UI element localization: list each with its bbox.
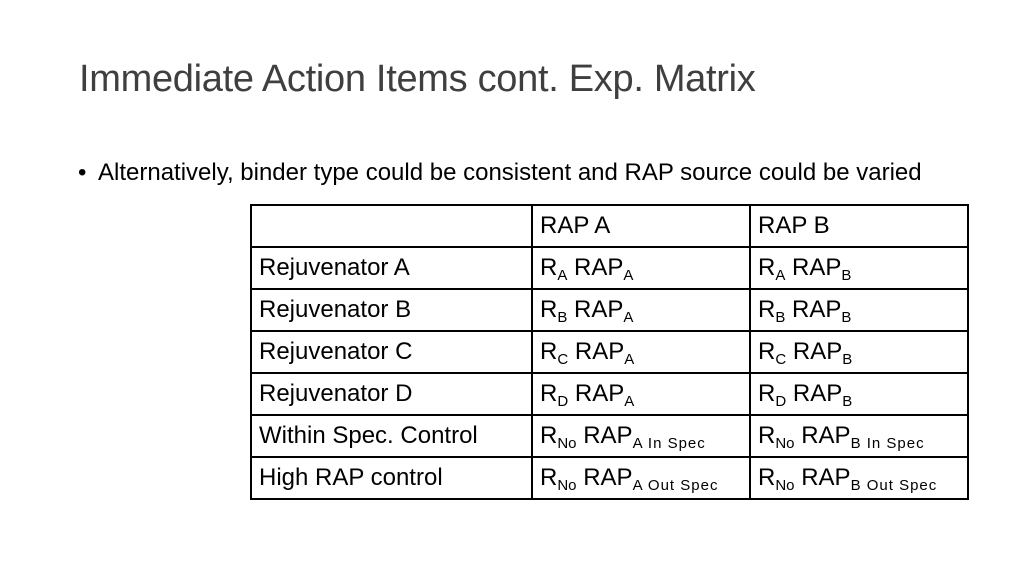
rap-subscript: B	[842, 393, 853, 410]
cell-rap-a	[532, 373, 750, 415]
rap-symbol: RAP	[583, 464, 633, 491]
rap-symbol: RAP	[574, 254, 624, 281]
row-label: Rejuvenator C	[251, 331, 532, 373]
rap-symbol: RAP	[792, 380, 843, 407]
rap-subscript: A Out Spec	[632, 477, 719, 494]
header-cell-rap-b: RAP B	[750, 205, 968, 247]
cell-rap-b	[750, 415, 968, 457]
table-row	[251, 415, 968, 457]
slide-title: Immediate Action Items cont. Exp. Matrix	[79, 58, 756, 100]
rap-subscript: B In Spec	[850, 435, 925, 452]
r-symbol: R	[540, 464, 558, 491]
rap-symbol: RAP	[574, 380, 625, 407]
bullet-marker: •	[78, 159, 87, 186]
cell-rap-b	[750, 247, 968, 289]
r-subscript: No	[775, 435, 795, 452]
r-symbol: R	[758, 338, 776, 365]
rap-subscript: A	[624, 351, 635, 368]
rap-symbol: RAP	[574, 338, 625, 365]
rap-subscript: A	[624, 393, 635, 410]
r-symbol: R	[540, 296, 558, 323]
r-subscript: A	[775, 267, 786, 284]
r-subscript: C	[557, 351, 569, 368]
cell-rap-b	[750, 331, 968, 373]
rap-symbol: RAP	[792, 338, 843, 365]
r-subscript: No	[775, 477, 795, 494]
table-row	[251, 457, 968, 499]
r-subscript: D	[775, 393, 787, 410]
r-symbol: R	[758, 254, 776, 281]
cell-rap-b	[750, 457, 968, 499]
rap-subscript: A	[623, 309, 634, 326]
r-symbol: R	[540, 380, 558, 407]
rap-subscript: A In Spec	[632, 435, 706, 452]
row-label: Rejuvenator A	[251, 247, 532, 289]
cell-rap-a	[532, 289, 750, 331]
table-row	[251, 247, 968, 289]
row-label: High RAP control	[251, 457, 532, 499]
rap-symbol: RAP	[801, 464, 851, 491]
r-subscript: No	[557, 435, 577, 452]
header-cell-empty	[251, 205, 532, 247]
rap-symbol: RAP	[583, 422, 633, 449]
experiment-matrix-table	[250, 204, 969, 500]
r-symbol: R	[758, 380, 776, 407]
r-subscript: No	[557, 477, 577, 494]
table-header-row	[251, 205, 968, 247]
r-symbol: R	[540, 254, 558, 281]
r-subscript: B	[775, 309, 786, 326]
r-symbol: R	[540, 422, 558, 449]
cell-rap-a	[532, 331, 750, 373]
rap-symbol: RAP	[792, 296, 842, 323]
bullet-text: Alternatively, binder type could be consistent and RAP source could be varied	[98, 159, 922, 186]
cell-rap-b	[750, 289, 968, 331]
r-subscript: C	[775, 351, 787, 368]
rap-symbol: RAP	[801, 422, 851, 449]
r-symbol: R	[758, 464, 776, 491]
rap-symbol: RAP	[792, 254, 842, 281]
rap-subscript: B	[841, 309, 852, 326]
header-cell-rap-a: RAP A	[532, 205, 750, 247]
r-symbol: R	[758, 296, 776, 323]
table-row	[251, 289, 968, 331]
row-label: Rejuvenator B	[251, 289, 532, 331]
cell-rap-a	[532, 415, 750, 457]
rap-symbol: RAP	[574, 296, 624, 323]
r-subscript: A	[557, 267, 568, 284]
r-subscript: D	[557, 393, 569, 410]
rap-subscript: B	[841, 267, 852, 284]
cell-rap-b	[750, 373, 968, 415]
r-symbol: R	[540, 338, 558, 365]
r-symbol: R	[758, 422, 776, 449]
bullet-point	[78, 156, 938, 189]
cell-rap-a	[532, 247, 750, 289]
r-subscript: B	[557, 309, 568, 326]
rap-subscript: B	[842, 351, 853, 368]
row-label: Within Spec. Control	[251, 415, 532, 457]
rap-subscript: B Out Spec	[850, 477, 938, 494]
table-row	[251, 331, 968, 373]
table-row	[251, 373, 968, 415]
cell-rap-a	[532, 457, 750, 499]
rap-subscript: A	[623, 267, 634, 284]
row-label: Rejuvenator D	[251, 373, 532, 415]
